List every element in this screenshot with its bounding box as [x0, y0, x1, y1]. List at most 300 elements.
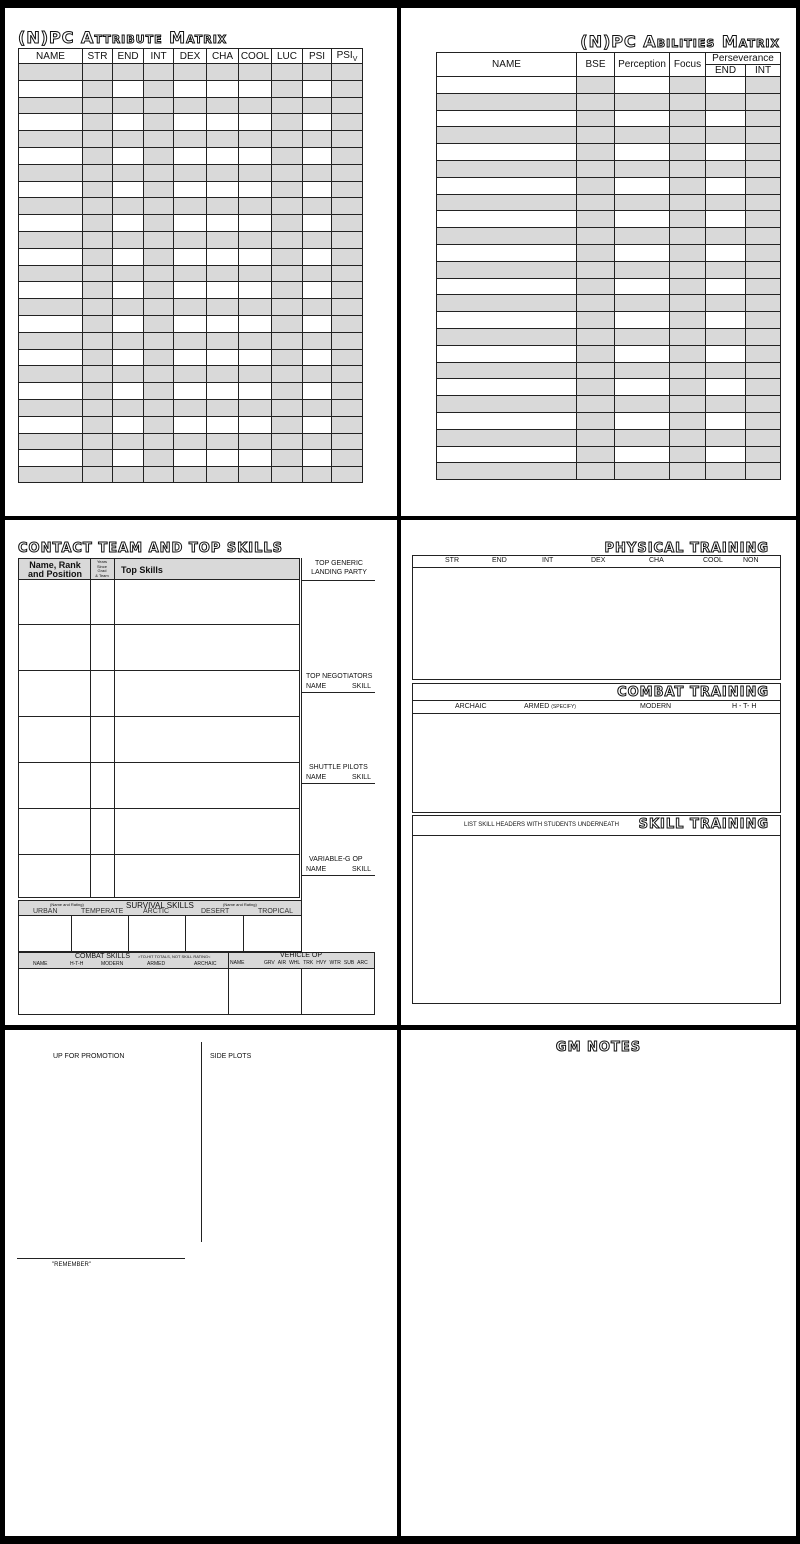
attribute-cell[interactable]	[113, 97, 144, 114]
attribute-cell[interactable]	[207, 416, 239, 433]
attribute-cell[interactable]	[174, 64, 207, 81]
attribute-cell[interactable]	[113, 248, 144, 265]
attribute-cell[interactable]	[19, 416, 83, 433]
attribute-cell[interactable]	[83, 131, 113, 148]
attribute-cell[interactable]	[272, 147, 303, 164]
attribute-cell[interactable]	[332, 80, 363, 97]
ability-cell[interactable]	[437, 127, 577, 144]
attribute-cell[interactable]	[272, 215, 303, 232]
attribute-cell[interactable]	[207, 198, 239, 215]
attribute-cell[interactable]	[19, 399, 83, 416]
ability-cell[interactable]	[437, 312, 577, 329]
attribute-cell[interactable]	[207, 467, 239, 483]
attribute-cell[interactable]	[174, 299, 207, 316]
ability-cell[interactable]	[670, 110, 706, 127]
attribute-cell[interactable]	[303, 64, 332, 81]
attribute-cell[interactable]	[272, 315, 303, 332]
ability-cell[interactable]	[746, 177, 781, 194]
ability-cell[interactable]	[670, 446, 706, 463]
attribute-cell[interactable]	[207, 131, 239, 148]
ability-cell[interactable]	[746, 93, 781, 110]
ability-cell[interactable]	[746, 396, 781, 413]
attribute-cell[interactable]	[303, 467, 332, 483]
attribute-cell[interactable]	[19, 315, 83, 332]
attribute-cell[interactable]	[207, 114, 239, 131]
attribute-cell[interactable]	[83, 97, 113, 114]
attribute-cell[interactable]	[83, 198, 113, 215]
attribute-cell[interactable]	[272, 80, 303, 97]
ability-cell[interactable]	[437, 194, 577, 211]
attribute-cell[interactable]	[239, 248, 272, 265]
attribute-cell[interactable]	[113, 349, 144, 366]
ability-cell[interactable]	[706, 110, 746, 127]
attribute-cell[interactable]	[174, 467, 207, 483]
attribute-cell[interactable]	[83, 248, 113, 265]
ability-cell[interactable]	[437, 144, 577, 161]
attribute-cell[interactable]	[207, 164, 239, 181]
attribute-cell[interactable]	[83, 215, 113, 232]
attribute-cell[interactable]	[83, 399, 113, 416]
attribute-cell[interactable]	[113, 147, 144, 164]
attribute-cell[interactable]	[272, 64, 303, 81]
attribute-cell[interactable]	[303, 282, 332, 299]
ability-cell[interactable]	[577, 379, 615, 396]
attribute-cell[interactable]	[272, 332, 303, 349]
attribute-cell[interactable]	[239, 467, 272, 483]
ability-cell[interactable]	[670, 362, 706, 379]
ability-cell[interactable]	[577, 211, 615, 228]
ability-cell[interactable]	[746, 244, 781, 261]
attribute-cell[interactable]	[113, 231, 144, 248]
ability-cell[interactable]	[706, 261, 746, 278]
ability-cell[interactable]	[746, 446, 781, 463]
ability-cell[interactable]	[670, 345, 706, 362]
attribute-cell[interactable]	[19, 215, 83, 232]
attribute-cell[interactable]	[332, 366, 363, 383]
attribute-cell[interactable]	[83, 332, 113, 349]
ability-cell[interactable]	[437, 211, 577, 228]
attribute-cell[interactable]	[239, 97, 272, 114]
attribute-cell[interactable]	[303, 450, 332, 467]
ability-cell[interactable]	[746, 429, 781, 446]
attribute-cell[interactable]	[144, 467, 174, 483]
attribute-cell[interactable]	[144, 97, 174, 114]
attribute-cell[interactable]	[83, 349, 113, 366]
ability-cell[interactable]	[577, 295, 615, 312]
attribute-cell[interactable]	[83, 299, 113, 316]
ability-cell[interactable]	[615, 110, 670, 127]
attribute-cell[interactable]	[19, 433, 83, 450]
ability-cell[interactable]	[670, 429, 706, 446]
ability-cell[interactable]	[615, 261, 670, 278]
attribute-cell[interactable]	[272, 164, 303, 181]
ability-cell[interactable]	[437, 228, 577, 245]
attribute-cell[interactable]	[19, 299, 83, 316]
attribute-cell[interactable]	[239, 299, 272, 316]
attribute-cell[interactable]	[113, 416, 144, 433]
attribute-cell[interactable]	[303, 433, 332, 450]
attribute-cell[interactable]	[144, 198, 174, 215]
attribute-cell[interactable]	[272, 231, 303, 248]
attribute-cell[interactable]	[207, 399, 239, 416]
ability-cell[interactable]	[706, 93, 746, 110]
ability-cell[interactable]	[615, 278, 670, 295]
attribute-cell[interactable]	[303, 383, 332, 400]
attribute-cell[interactable]	[113, 265, 144, 282]
attribute-cell[interactable]	[303, 349, 332, 366]
attribute-cell[interactable]	[83, 231, 113, 248]
attribute-cell[interactable]	[332, 231, 363, 248]
ability-cell[interactable]	[746, 379, 781, 396]
ability-cell[interactable]	[670, 412, 706, 429]
ability-cell[interactable]	[706, 396, 746, 413]
attribute-cell[interactable]	[19, 164, 83, 181]
attribute-cell[interactable]	[83, 366, 113, 383]
attribute-cell[interactable]	[83, 164, 113, 181]
ability-cell[interactable]	[706, 211, 746, 228]
attribute-cell[interactable]	[19, 349, 83, 366]
attribute-cell[interactable]	[144, 450, 174, 467]
attribute-cell[interactable]	[113, 315, 144, 332]
ability-cell[interactable]	[706, 345, 746, 362]
ability-cell[interactable]	[670, 194, 706, 211]
attribute-cell[interactable]	[332, 265, 363, 282]
ability-cell[interactable]	[577, 362, 615, 379]
attribute-cell[interactable]	[239, 332, 272, 349]
attribute-cell[interactable]	[113, 399, 144, 416]
attribute-cell[interactable]	[144, 131, 174, 148]
ability-cell[interactable]	[746, 278, 781, 295]
attribute-cell[interactable]	[19, 198, 83, 215]
attribute-cell[interactable]	[332, 315, 363, 332]
attribute-cell[interactable]	[332, 332, 363, 349]
attribute-cell[interactable]	[174, 282, 207, 299]
attribute-cell[interactable]	[332, 433, 363, 450]
attribute-cell[interactable]	[113, 131, 144, 148]
ability-cell[interactable]	[746, 412, 781, 429]
ability-cell[interactable]	[437, 379, 577, 396]
ability-cell[interactable]	[670, 211, 706, 228]
attribute-cell[interactable]	[207, 433, 239, 450]
ability-cell[interactable]	[706, 194, 746, 211]
ability-cell[interactable]	[670, 379, 706, 396]
attribute-cell[interactable]	[144, 114, 174, 131]
attribute-cell[interactable]	[174, 131, 207, 148]
attribute-cell[interactable]	[239, 433, 272, 450]
attribute-cell[interactable]	[303, 80, 332, 97]
attribute-cell[interactable]	[332, 97, 363, 114]
attribute-cell[interactable]	[19, 383, 83, 400]
attribute-cell[interactable]	[303, 332, 332, 349]
attribute-cell[interactable]	[144, 383, 174, 400]
ability-cell[interactable]	[577, 412, 615, 429]
attribute-cell[interactable]	[113, 383, 144, 400]
attribute-cell[interactable]	[239, 416, 272, 433]
ability-cell[interactable]	[437, 446, 577, 463]
attribute-cell[interactable]	[272, 114, 303, 131]
attribute-cell[interactable]	[83, 64, 113, 81]
attribute-cell[interactable]	[207, 383, 239, 400]
attribute-cell[interactable]	[83, 416, 113, 433]
attribute-cell[interactable]	[207, 147, 239, 164]
ability-cell[interactable]	[577, 396, 615, 413]
attribute-cell[interactable]	[239, 131, 272, 148]
attribute-cell[interactable]	[303, 181, 332, 198]
attribute-cell[interactable]	[207, 366, 239, 383]
attribute-cell[interactable]	[332, 164, 363, 181]
attribute-cell[interactable]	[174, 450, 207, 467]
attribute-cell[interactable]	[144, 215, 174, 232]
attribute-cell[interactable]	[272, 433, 303, 450]
attribute-cell[interactable]	[19, 114, 83, 131]
ability-cell[interactable]	[437, 396, 577, 413]
attribute-cell[interactable]	[144, 248, 174, 265]
attribute-cell[interactable]	[272, 131, 303, 148]
ability-cell[interactable]	[615, 177, 670, 194]
attribute-cell[interactable]	[207, 315, 239, 332]
attribute-cell[interactable]	[272, 97, 303, 114]
attribute-cell[interactable]	[174, 332, 207, 349]
ability-cell[interactable]	[706, 446, 746, 463]
ability-cell[interactable]	[577, 110, 615, 127]
attribute-cell[interactable]	[303, 164, 332, 181]
attribute-cell[interactable]	[174, 315, 207, 332]
attribute-cell[interactable]	[272, 399, 303, 416]
ability-cell[interactable]	[746, 328, 781, 345]
attribute-cell[interactable]	[207, 282, 239, 299]
attribute-cell[interactable]	[19, 282, 83, 299]
ability-cell[interactable]	[746, 160, 781, 177]
attribute-cell[interactable]	[239, 383, 272, 400]
attribute-cell[interactable]	[113, 198, 144, 215]
ability-cell[interactable]	[577, 278, 615, 295]
ability-cell[interactable]	[670, 328, 706, 345]
attribute-cell[interactable]	[303, 248, 332, 265]
attribute-cell[interactable]	[144, 433, 174, 450]
attribute-cell[interactable]	[332, 299, 363, 316]
attribute-cell[interactable]	[113, 366, 144, 383]
ability-cell[interactable]	[437, 412, 577, 429]
ability-cell[interactable]	[615, 429, 670, 446]
ability-cell[interactable]	[615, 295, 670, 312]
attribute-cell[interactable]	[272, 450, 303, 467]
attribute-cell[interactable]	[113, 164, 144, 181]
ability-cell[interactable]	[746, 463, 781, 480]
attribute-cell[interactable]	[19, 265, 83, 282]
attribute-cell[interactable]	[113, 114, 144, 131]
ability-cell[interactable]	[746, 144, 781, 161]
attribute-cell[interactable]	[174, 114, 207, 131]
attribute-cell[interactable]	[113, 215, 144, 232]
attribute-cell[interactable]	[239, 399, 272, 416]
ability-cell[interactable]	[615, 328, 670, 345]
attribute-cell[interactable]	[113, 467, 144, 483]
ability-cell[interactable]	[437, 160, 577, 177]
ability-cell[interactable]	[437, 295, 577, 312]
attribute-cell[interactable]	[144, 366, 174, 383]
ability-cell[interactable]	[670, 177, 706, 194]
ability-cell[interactable]	[670, 463, 706, 480]
attribute-cell[interactable]	[113, 450, 144, 467]
ability-cell[interactable]	[437, 362, 577, 379]
attribute-cell[interactable]	[113, 64, 144, 81]
ability-cell[interactable]	[437, 93, 577, 110]
attribute-cell[interactable]	[239, 265, 272, 282]
attribute-cell[interactable]	[239, 450, 272, 467]
attribute-cell[interactable]	[332, 399, 363, 416]
attribute-cell[interactable]	[144, 399, 174, 416]
attribute-cell[interactable]	[272, 181, 303, 198]
attribute-cell[interactable]	[174, 97, 207, 114]
attribute-cell[interactable]	[239, 181, 272, 198]
ability-cell[interactable]	[437, 77, 577, 94]
ability-cell[interactable]	[706, 328, 746, 345]
ability-cell[interactable]	[706, 379, 746, 396]
attribute-cell[interactable]	[239, 231, 272, 248]
attribute-cell[interactable]	[332, 64, 363, 81]
ability-cell[interactable]	[437, 328, 577, 345]
attribute-cell[interactable]	[303, 366, 332, 383]
attribute-cell[interactable]	[19, 467, 83, 483]
attribute-cell[interactable]	[144, 181, 174, 198]
attribute-cell[interactable]	[272, 198, 303, 215]
ability-cell[interactable]	[577, 328, 615, 345]
ability-cell[interactable]	[615, 396, 670, 413]
ability-cell[interactable]	[615, 244, 670, 261]
attribute-cell[interactable]	[144, 80, 174, 97]
attribute-cell[interactable]	[332, 198, 363, 215]
attribute-cell[interactable]	[332, 248, 363, 265]
ability-cell[interactable]	[615, 312, 670, 329]
attribute-cell[interactable]	[303, 215, 332, 232]
ability-cell[interactable]	[577, 177, 615, 194]
attribute-cell[interactable]	[113, 282, 144, 299]
attribute-cell[interactable]	[144, 315, 174, 332]
attribute-cell[interactable]	[272, 383, 303, 400]
attribute-cell[interactable]	[144, 64, 174, 81]
attribute-cell[interactable]	[272, 282, 303, 299]
ability-cell[interactable]	[437, 244, 577, 261]
ability-cell[interactable]	[577, 446, 615, 463]
attribute-cell[interactable]	[332, 114, 363, 131]
attribute-cell[interactable]	[19, 450, 83, 467]
ability-cell[interactable]	[746, 345, 781, 362]
attribute-cell[interactable]	[144, 231, 174, 248]
ability-cell[interactable]	[615, 446, 670, 463]
ability-cell[interactable]	[577, 160, 615, 177]
ability-cell[interactable]	[577, 93, 615, 110]
ability-cell[interactable]	[746, 228, 781, 245]
ability-cell[interactable]	[615, 345, 670, 362]
ability-cell[interactable]	[670, 278, 706, 295]
ability-cell[interactable]	[746, 312, 781, 329]
attribute-cell[interactable]	[113, 332, 144, 349]
attribute-cell[interactable]	[83, 315, 113, 332]
attribute-cell[interactable]	[239, 164, 272, 181]
attribute-cell[interactable]	[303, 131, 332, 148]
attribute-cell[interactable]	[144, 282, 174, 299]
attribute-cell[interactable]	[144, 164, 174, 181]
ability-cell[interactable]	[670, 160, 706, 177]
attribute-cell[interactable]	[332, 147, 363, 164]
attribute-cell[interactable]	[207, 450, 239, 467]
attribute-cell[interactable]	[303, 315, 332, 332]
attribute-cell[interactable]	[332, 215, 363, 232]
attribute-cell[interactable]	[303, 416, 332, 433]
ability-cell[interactable]	[706, 278, 746, 295]
attribute-cell[interactable]	[174, 433, 207, 450]
attribute-cell[interactable]	[174, 215, 207, 232]
attribute-cell[interactable]	[239, 114, 272, 131]
ability-cell[interactable]	[670, 312, 706, 329]
attribute-cell[interactable]	[207, 64, 239, 81]
attribute-cell[interactable]	[19, 332, 83, 349]
ability-cell[interactable]	[577, 194, 615, 211]
attribute-cell[interactable]	[174, 399, 207, 416]
attribute-cell[interactable]	[174, 147, 207, 164]
attribute-cell[interactable]	[207, 299, 239, 316]
attribute-cell[interactable]	[83, 282, 113, 299]
attribute-cell[interactable]	[144, 265, 174, 282]
ability-cell[interactable]	[670, 77, 706, 94]
ability-cell[interactable]	[706, 295, 746, 312]
attribute-cell[interactable]	[332, 467, 363, 483]
ability-cell[interactable]	[706, 77, 746, 94]
attribute-cell[interactable]	[332, 349, 363, 366]
attribute-cell[interactable]	[272, 299, 303, 316]
ability-cell[interactable]	[615, 379, 670, 396]
attribute-cell[interactable]	[83, 181, 113, 198]
ability-cell[interactable]	[670, 295, 706, 312]
ability-cell[interactable]	[577, 77, 615, 94]
attribute-cell[interactable]	[19, 131, 83, 148]
ability-cell[interactable]	[577, 429, 615, 446]
attribute-cell[interactable]	[332, 383, 363, 400]
ability-cell[interactable]	[577, 261, 615, 278]
ability-cell[interactable]	[746, 211, 781, 228]
attribute-cell[interactable]	[174, 80, 207, 97]
ability-cell[interactable]	[746, 110, 781, 127]
ability-cell[interactable]	[437, 429, 577, 446]
attribute-cell[interactable]	[174, 366, 207, 383]
attribute-cell[interactable]	[303, 231, 332, 248]
ability-cell[interactable]	[615, 77, 670, 94]
attribute-cell[interactable]	[207, 248, 239, 265]
ability-cell[interactable]	[706, 312, 746, 329]
attribute-cell[interactable]	[174, 349, 207, 366]
ability-cell[interactable]	[615, 194, 670, 211]
attribute-cell[interactable]	[174, 248, 207, 265]
ability-cell[interactable]	[670, 396, 706, 413]
attribute-cell[interactable]	[303, 299, 332, 316]
attribute-cell[interactable]	[303, 198, 332, 215]
ability-cell[interactable]	[615, 211, 670, 228]
ability-cell[interactable]	[577, 345, 615, 362]
attribute-cell[interactable]	[19, 97, 83, 114]
attribute-cell[interactable]	[239, 198, 272, 215]
attribute-cell[interactable]	[239, 64, 272, 81]
ability-cell[interactable]	[746, 362, 781, 379]
ability-cell[interactable]	[615, 463, 670, 480]
attribute-cell[interactable]	[332, 282, 363, 299]
attribute-cell[interactable]	[332, 131, 363, 148]
ability-cell[interactable]	[746, 295, 781, 312]
attribute-cell[interactable]	[83, 265, 113, 282]
ability-cell[interactable]	[577, 463, 615, 480]
attribute-cell[interactable]	[272, 467, 303, 483]
attribute-cell[interactable]	[113, 299, 144, 316]
attribute-cell[interactable]	[239, 282, 272, 299]
